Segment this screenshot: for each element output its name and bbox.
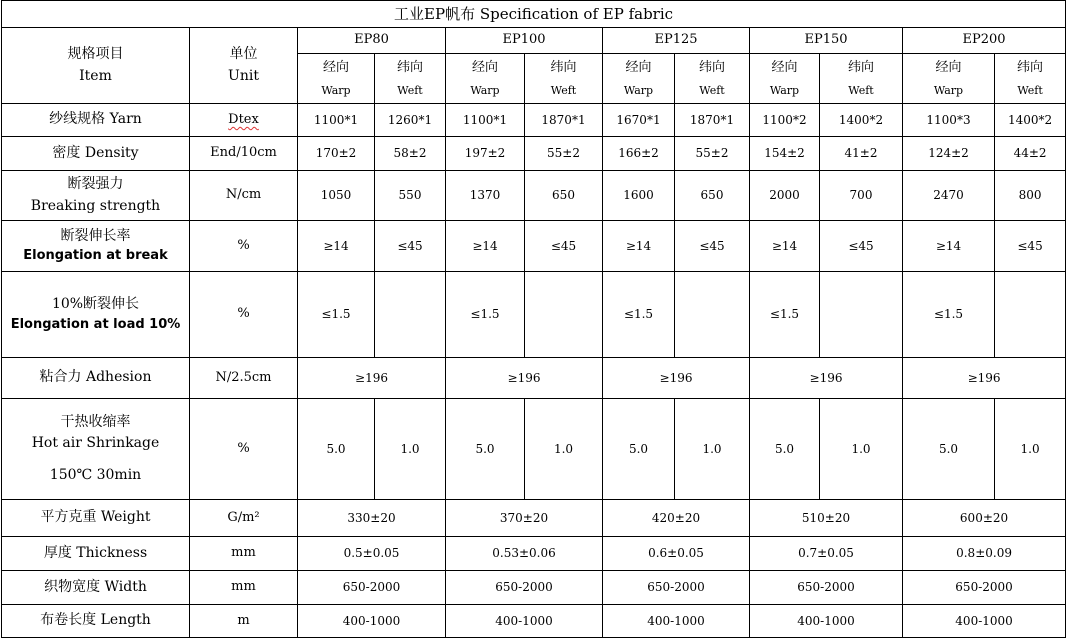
table-cell: 1870*1: [525, 104, 603, 137]
table-cell: 370±20: [446, 500, 603, 537]
table-cell: 1.0: [525, 399, 603, 500]
weft-header: [375, 54, 446, 104]
table-cell: ≥196: [446, 358, 603, 399]
table-cell: ≥196: [750, 358, 903, 399]
weft-cn: 纬向: [847, 59, 874, 75]
table-cell: 650: [675, 171, 750, 221]
table-cell: ≤45: [820, 221, 903, 272]
weft-en: Weft: [1017, 83, 1043, 97]
table-cell: 1100*2: [750, 104, 820, 137]
warp-cn: 经向: [935, 59, 962, 75]
header-row-groups: [2, 28, 1066, 54]
table-cell: ≥196: [298, 358, 446, 399]
breaking-label: [2, 171, 190, 221]
table-cell: 1400*2: [820, 104, 903, 137]
warp-en: Warp: [933, 83, 964, 97]
group-header: EP125: [603, 28, 750, 54]
table-cell: 5.0: [903, 399, 995, 500]
spec-table: [1, 0, 1066, 638]
length-label: 布卷长度 Length: [2, 605, 190, 638]
table-cell: 170±2: [298, 137, 375, 171]
table-cell: 400-1000: [298, 605, 446, 638]
table-cell: 330±20: [298, 500, 446, 537]
row-elongation-load-10: [2, 272, 1066, 358]
adhesion-unit: N/2.5cm: [190, 358, 298, 399]
table-cell: ≤45: [995, 221, 1066, 272]
table-cell: 1670*1: [603, 104, 675, 137]
warp-cn: 经向: [322, 59, 349, 75]
warp-en: Warp: [623, 83, 654, 97]
weft-header: [995, 54, 1066, 104]
table-cell: 2000: [750, 171, 820, 221]
table-cell: 1870*1: [675, 104, 750, 137]
weight-unit: G/m²: [190, 500, 298, 537]
warp-header: [603, 54, 675, 104]
table-cell: 1.0: [675, 399, 750, 500]
table-cell: 154±2: [750, 137, 820, 171]
table-cell: ≥196: [603, 358, 750, 399]
table-title: 工业EP帆布 Specification of EP fabric: [2, 1, 1066, 28]
adhesion-label: 粘合力 Adhesion: [2, 358, 190, 399]
table-cell: 800: [995, 171, 1066, 221]
table-cell: 5.0: [603, 399, 675, 500]
elongation-label-cn: 断裂伸长率: [60, 228, 131, 245]
warp-en: Warp: [321, 83, 351, 97]
table-cell: 0.6±0.05: [603, 537, 750, 571]
yarn-unit-text: Dtex: [228, 111, 259, 127]
length-unit: m: [190, 605, 298, 638]
row-breaking: [2, 171, 1066, 221]
yarn-unit: [190, 104, 298, 137]
weft-en: Weft: [848, 83, 874, 97]
table-cell: 400-1000: [903, 605, 1066, 638]
weft-en: Weft: [397, 83, 423, 97]
table-cell: 1370: [446, 171, 525, 221]
header-item: [2, 28, 190, 104]
row-yarn: [2, 104, 1066, 137]
thickness-label: 厚度 Thickness: [2, 537, 190, 571]
table-cell: 58±2: [375, 137, 446, 171]
warp-header: [298, 54, 375, 104]
table-cell: ≥14: [750, 221, 820, 272]
shrinkage-unit: %: [190, 399, 298, 500]
table-cell: 41±2: [820, 137, 903, 171]
density-label: 密度 Density: [2, 137, 190, 171]
group-header: EP150: [750, 28, 903, 54]
table-cell: 55±2: [675, 137, 750, 171]
shrinkage-label-cn: 干热收缩率: [60, 413, 131, 430]
row-thickness: [2, 537, 1066, 571]
elong10-label-en: Elongation at load 10%: [10, 317, 181, 333]
table-cell: 1600: [603, 171, 675, 221]
thickness-unit: mm: [190, 537, 298, 571]
yarn-label: 纱线规格 Yarn: [2, 104, 190, 137]
table-cell: 550: [375, 171, 446, 221]
breaking-label-en: Breaking strength: [30, 197, 161, 214]
table-cell: 650-2000: [903, 571, 1066, 605]
header-item-cn: 规格项目: [67, 46, 124, 62]
table-cell: 5.0: [446, 399, 525, 500]
shrinkage-label-en: Hot air Shrinkage: [31, 435, 160, 452]
table-cell: 1400*2: [995, 104, 1066, 137]
weft-cn: 纬向: [1017, 59, 1044, 75]
table-cell: 1260*1: [375, 104, 446, 137]
table-cell: 650-2000: [298, 571, 446, 605]
table-cell: ≥14: [298, 221, 375, 272]
table-cell: ≤1.5: [298, 272, 375, 358]
header-unit-cn: 单位: [229, 46, 258, 62]
row-length: [2, 605, 1066, 638]
width-label: 织物宽度 Width: [2, 571, 190, 605]
warp-header: [750, 54, 820, 104]
weft-cn: 纬向: [396, 59, 423, 75]
table-cell: [675, 272, 750, 358]
warp-en: Warp: [769, 83, 800, 97]
table-cell: 400-1000: [446, 605, 603, 638]
weft-cn: 纬向: [698, 59, 725, 75]
weft-header: [525, 54, 603, 104]
table-cell: 650-2000: [750, 571, 903, 605]
table-cell: 0.8±0.09: [903, 537, 1066, 571]
table-cell: 1050: [298, 171, 375, 221]
row-density: [2, 137, 1066, 171]
table-cell: 1100*1: [446, 104, 525, 137]
table-cell: ≤45: [675, 221, 750, 272]
table-cell: ≤1.5: [446, 272, 525, 358]
table-cell: 400-1000: [603, 605, 750, 638]
table-cell: 420±20: [603, 500, 750, 537]
group-header: EP200: [903, 28, 1066, 54]
table-cell: 510±20: [750, 500, 903, 537]
row-weight: [2, 500, 1066, 537]
elong10-label-cn: 10%断裂伸长: [51, 295, 140, 312]
table-cell: ≥14: [903, 221, 995, 272]
warp-header: [446, 54, 525, 104]
table-cell: [820, 272, 903, 358]
title-row: [2, 1, 1066, 28]
table-cell: 600±20: [903, 500, 1066, 537]
table-cell: [525, 272, 603, 358]
row-width: [2, 571, 1066, 605]
warp-cn: 经向: [771, 59, 798, 75]
weight-label: 平方克重 Weight: [2, 500, 190, 537]
table-cell: 650-2000: [603, 571, 750, 605]
weft-header: [675, 54, 750, 104]
table-cell: 197±2: [446, 137, 525, 171]
warp-header: [903, 54, 995, 104]
table-cell: ≤1.5: [603, 272, 675, 358]
header-item-en: Item: [79, 67, 112, 84]
table-cell: 1.0: [375, 399, 446, 500]
row-adhesion: [2, 358, 1066, 399]
row-elongation: [2, 221, 1066, 272]
table-cell: 650: [525, 171, 603, 221]
table-cell: [995, 272, 1066, 358]
warp-en: Warp: [470, 83, 500, 97]
elongation-unit: %: [190, 221, 298, 272]
table-cell: 124±2: [903, 137, 995, 171]
table-cell: 0.7±0.05: [750, 537, 903, 571]
table-cell: 5.0: [298, 399, 375, 500]
table-cell: ≤1.5: [750, 272, 820, 358]
warp-cn: 经向: [471, 59, 498, 75]
header-unit-en: Unit: [228, 67, 259, 84]
table-cell: [375, 272, 446, 358]
table-cell: ≤45: [375, 221, 446, 272]
weft-cn: 纬向: [550, 59, 577, 75]
table-cell: 5.0: [750, 399, 820, 500]
breaking-label-cn: 断裂强力: [67, 176, 124, 192]
shrinkage-label: [2, 399, 190, 500]
group-header: EP80: [298, 28, 446, 54]
elong10-unit: %: [190, 272, 298, 358]
weft-en: Weft: [699, 83, 725, 97]
warp-cn: 经向: [625, 59, 652, 75]
table-cell: 1100*3: [903, 104, 995, 137]
table-cell: 1100*1: [298, 104, 375, 137]
breaking-unit: N/cm: [190, 171, 298, 221]
table-cell: 400-1000: [750, 605, 903, 638]
header-unit: [190, 28, 298, 104]
table-cell: 1.0: [995, 399, 1066, 500]
weft-en: Weft: [550, 83, 577, 97]
width-unit: mm: [190, 571, 298, 605]
table-cell: 0.5±0.05: [298, 537, 446, 571]
table-cell: ≥196: [903, 358, 1066, 399]
table-cell: 0.53±0.06: [446, 537, 603, 571]
table-cell: ≥14: [603, 221, 675, 272]
table-cell: 55±2: [525, 137, 603, 171]
table-cell: 650-2000: [446, 571, 603, 605]
table-cell: 44±2: [995, 137, 1066, 171]
table-cell: 166±2: [603, 137, 675, 171]
density-unit: End/10cm: [190, 137, 298, 171]
table-cell: ≥14: [446, 221, 525, 272]
row-shrinkage: [2, 399, 1066, 500]
weft-header: [820, 54, 903, 104]
table-cell: 2470: [903, 171, 995, 221]
shrinkage-label-temp: 150℃ 30min: [49, 466, 142, 483]
table-cell: 1.0: [820, 399, 903, 500]
group-header: EP100: [446, 28, 603, 54]
table-cell: 700: [820, 171, 903, 221]
table-cell: ≤45: [525, 221, 603, 272]
elongation-label-en: Elongation at break: [23, 247, 168, 263]
table-cell: ≤1.5: [903, 272, 995, 358]
elongation-label: [2, 221, 190, 272]
elong10-label: [2, 272, 190, 358]
